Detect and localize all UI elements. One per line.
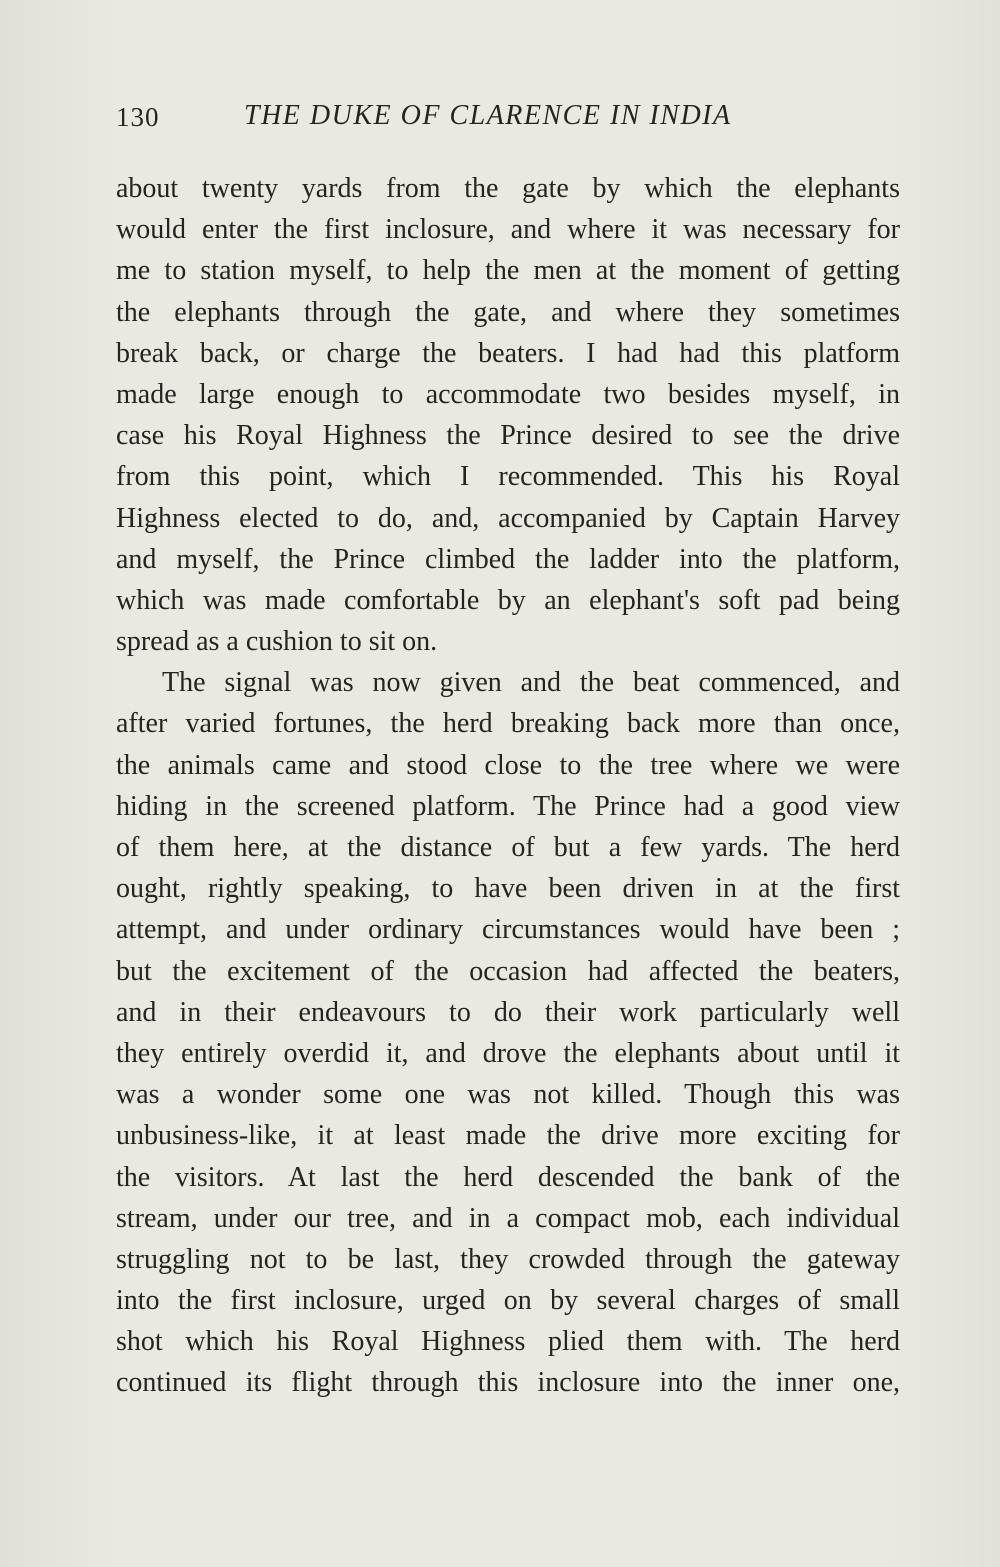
body-text [116,168,900,1404]
page-header [116,98,900,138]
text-line: break back, or charge the beaters. I had had this platform [116,337,900,369]
text-line: struggling not to be last, they crowded through the gateway [116,1243,900,1275]
text-line: unbusiness-like, it at least made the drive more exciting for [116,1120,900,1152]
text-line: would enter the first inclosure, and where it was necessary for [116,214,900,246]
paragraph-start-line: The signal was now given and the beat commenced, and [162,667,900,699]
text-line: into the first inclosure, urged on by several charges of small [116,1285,900,1317]
text-line: but the excitement of the occasion had affected the beaters, [116,955,900,987]
text-line: after varied fortunes, the herd breaking back more than once, [116,708,900,740]
text-line: was a wonder some one was not killed. Though this was [116,1079,900,1111]
text-line: hiding in the screened platform. The Prince had a good view [116,790,900,822]
text-line: the animals came and stood close to the tree where we were [116,749,900,781]
running-title: THE DUKE OF CLARENCE IN INDIA [244,100,732,131]
text-line: continued its flight through this inclosure into the inner one, [116,1367,900,1399]
text-line: they entirely overdid it, and drove the elephants about until it [116,1037,900,1069]
text-line: of them here, at the distance of but a few yards. The herd [116,832,900,863]
text-line: from this point, which I recommended. This his Royal [116,461,900,493]
text-line: Highness elected to do, and, accompanied by Captain Harvey [116,502,900,534]
text-line: and in their endeavours to do their work particularly well [116,996,900,1028]
text-line: about twenty yards from the gate by which the elephants [116,173,900,204]
text-line: the elephants through the gate, and where they sometimes [116,296,900,328]
text-line: and myself, the Prince climbed the ladder into the platform, [116,543,900,575]
page-number: 130 [116,102,160,132]
text-line: the visitors. At last the herd descended the bank of the [116,1161,900,1193]
text-line: ought, rightly speaking, to have been driven in at the first [116,873,900,905]
text-line: stream, under our tree, and in a compact mob, each individual [116,1202,900,1234]
text-line: me to station myself, to help the men at the moment of getting [116,255,900,287]
text-line: attempt, and under ordinary circumstances would have been ; [116,914,900,946]
text-line: made large enough to accommodate two besides myself, in [116,378,900,410]
paragraph-end-line: spread as a cushion to sit on. [116,626,438,658]
text-line: shot which his Royal Highness plied them with. The herd [116,1326,900,1358]
text-line: which was made comfortable by an elephant's soft pad being [116,584,900,616]
text-line: case his Royal Highness the Prince desired to see the drive [116,420,900,452]
